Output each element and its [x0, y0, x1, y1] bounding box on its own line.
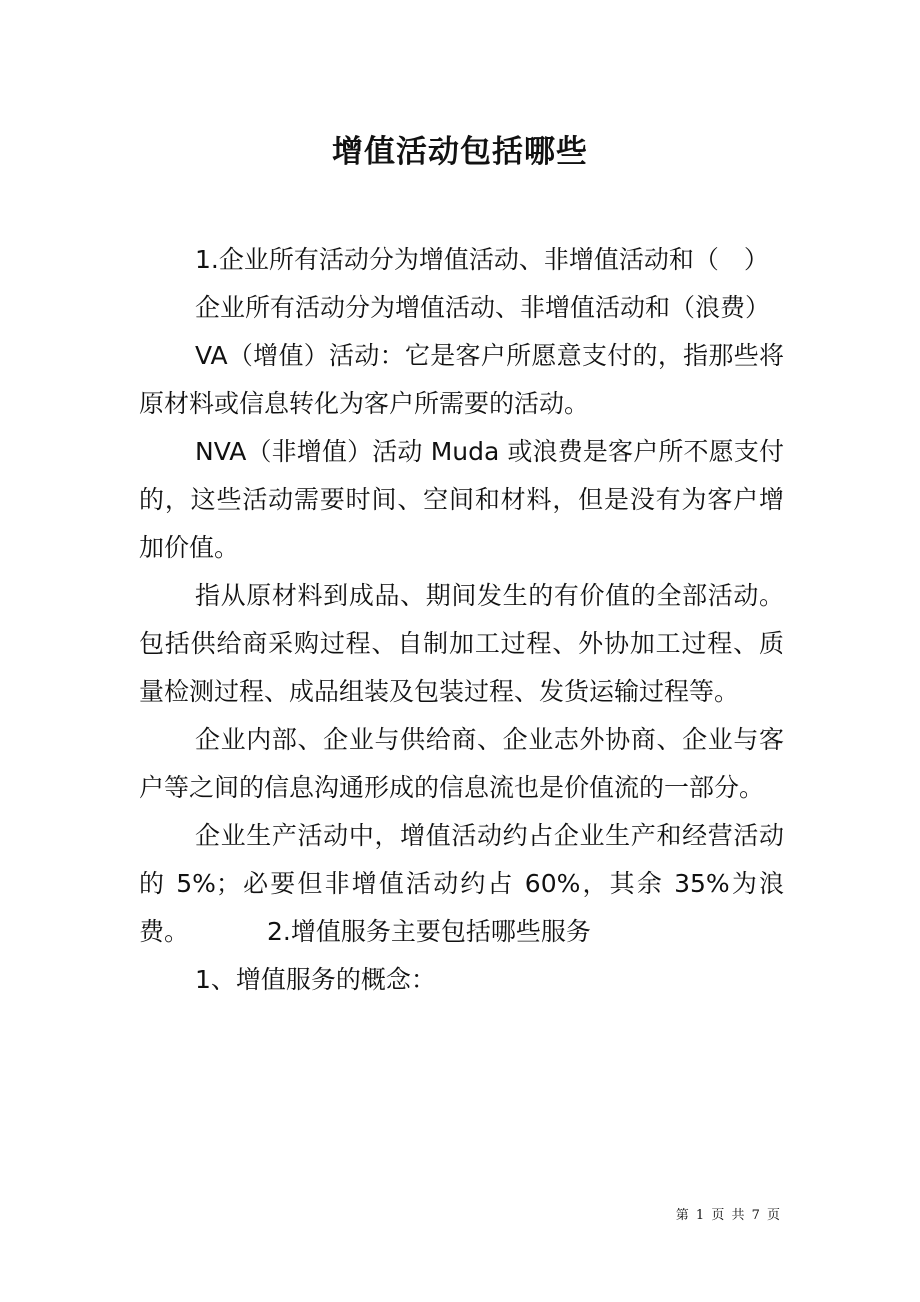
paragraph-text: 企业生产活动中，增值活动约占企业生产和经营活动的 5%；必要但非增值活动约占 60%，其余 35%为浪费。 — [139, 821, 784, 946]
paragraph-with-heading — [139, 812, 784, 956]
document-body — [139, 236, 784, 1004]
paragraph: NVA（非增值）活动 Muda 或浪费是客户所不愿支付的，这些活动需要时间、空间和材料，但是没有为客户增加价值。 — [139, 437, 784, 562]
paragraph: 企业内部、企业与供给商、企业志外协商、企业与客户等之间的信息沟通形成的信息流也是价值流的一部分。 — [139, 725, 784, 802]
paragraph: 1.企业所有活动分为增值活动、非增值活动和（ ） — [195, 245, 769, 274]
section-heading: 2.增值服务主要包括哪些服务 — [267, 917, 591, 946]
paragraph: VA（增值）活动：它是客户所愿意支付的，指那些将原材料或信息转化为客户所需要的活动。 — [139, 341, 784, 418]
paragraph: 1、增值服务的概念： — [195, 965, 436, 994]
document-title: 增值活动包括哪些 — [332, 134, 588, 170]
page-number-footer: 第 1 页 共 7 页 — [675, 1208, 780, 1223]
paragraph: 指从原材料到成品、期间发生的有价值的全部活动。包括供给商采购过程、自制加工过程、外协加工过程、质量检测过程、成品组装及包装过程、发货运输过程等。 — [139, 581, 784, 706]
paragraph: 企业所有活动分为增值活动、非增值活动和（浪费） — [195, 293, 771, 322]
